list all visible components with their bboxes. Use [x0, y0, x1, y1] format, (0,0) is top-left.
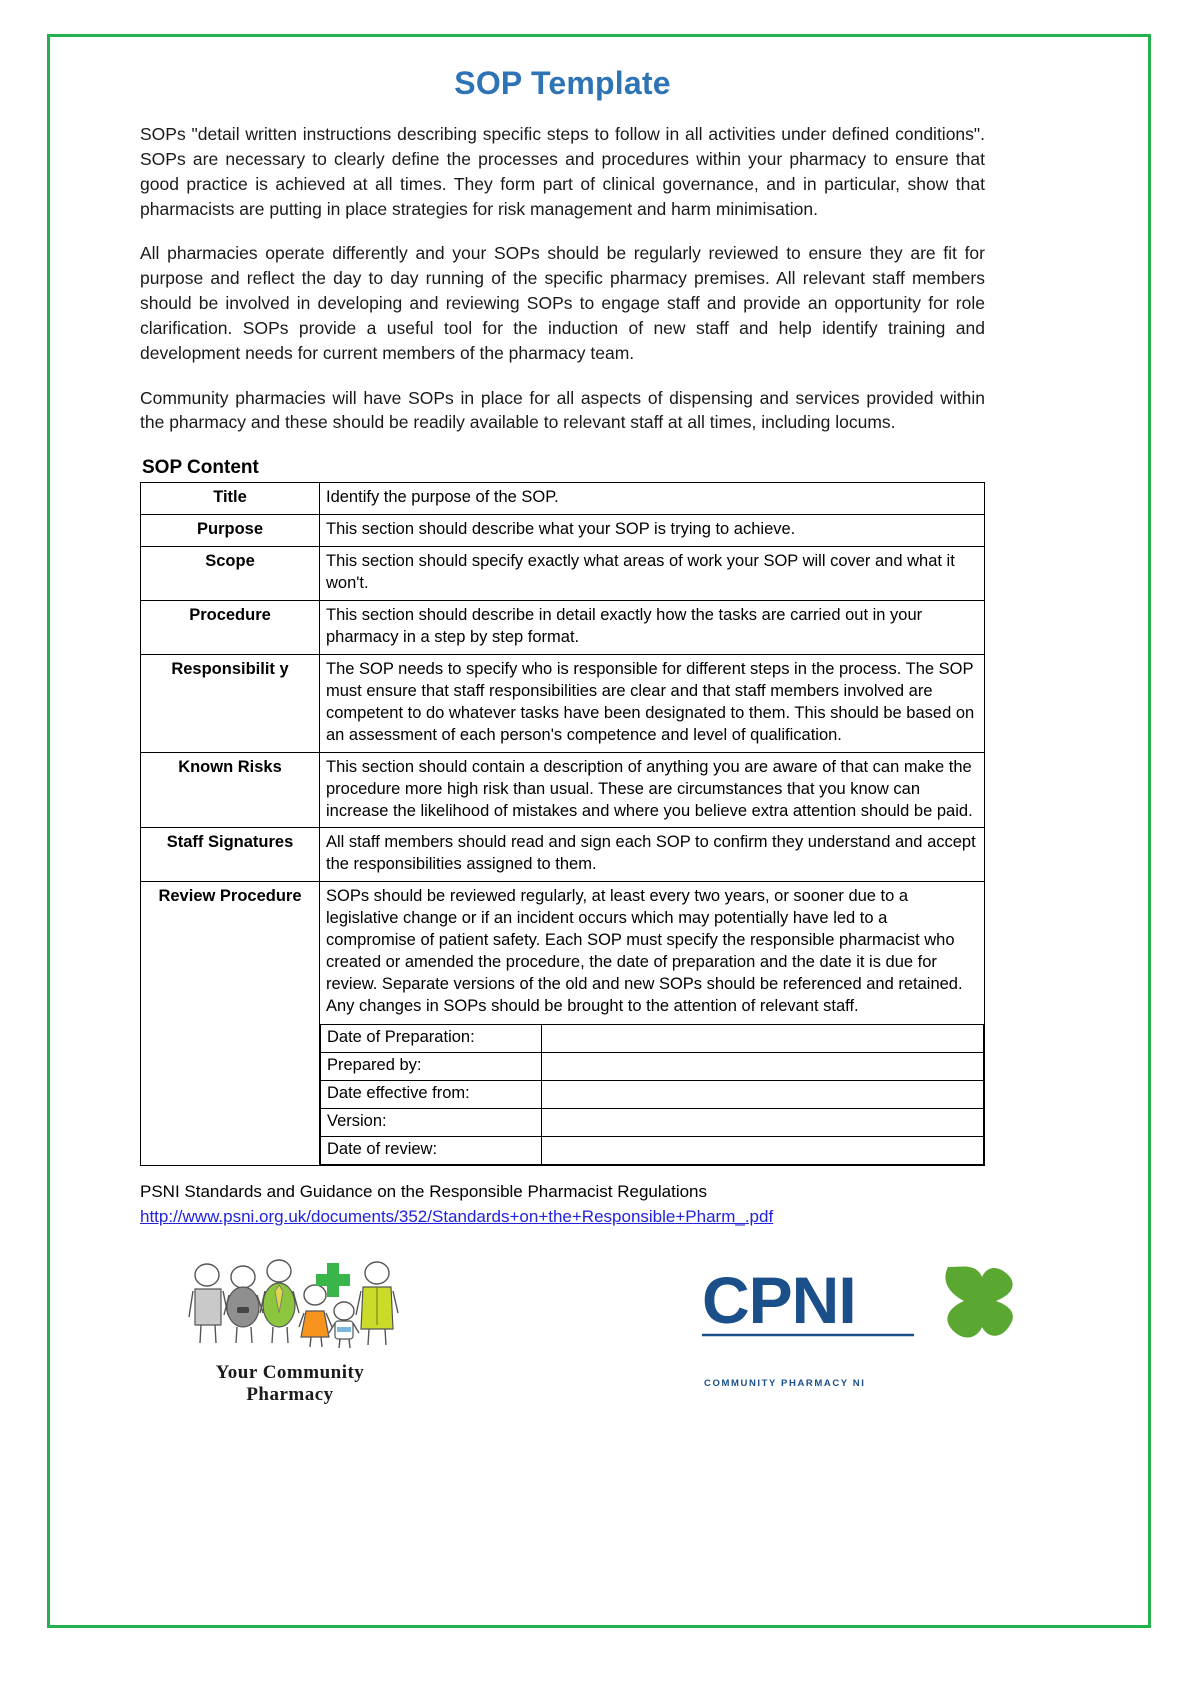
- your-community-pharmacy-logo: [170, 1255, 410, 1406]
- row-label-responsibility: Responsibilit y: [141, 654, 320, 752]
- row-label-procedure: Procedure: [141, 601, 320, 655]
- sop-content-heading: SOP Content: [142, 457, 259, 479]
- page-title: SOP Template: [454, 65, 671, 101]
- table-row: [141, 515, 985, 547]
- date-of-review-input[interactable]: [542, 1136, 984, 1164]
- date-effective-from-label: Date effective from:: [321, 1080, 542, 1108]
- row-description-responsibility: The SOP needs to specify who is responsible for different steps in the process. The SOP must ensure that staff responsibilities are clear and that staff members involved are competent to do whatever tasks have been designated to them. This should be based on an assessment of each person's competence and level of qualification.: [320, 654, 985, 752]
- row-label-staff-signatures: Staff Signatures: [141, 828, 320, 882]
- prepared-by-input[interactable]: [542, 1052, 984, 1080]
- date-effective-from-input[interactable]: [542, 1080, 984, 1108]
- date-of-review-label: Date of review:: [321, 1136, 542, 1164]
- footer-logos: [140, 1245, 985, 1415]
- intro-paragraph-1: SOPs "detail written instructions describing specific steps to follow in all activities under defined conditions". SOPs are necessary to clearly define the processes and procedures within your pharmacy to ensure that good practice is achieved at all times. They form part of clinical governance, and in particular, show that pharmacists are putting in place strategies for risk management and harm minimisation.: [140, 124, 985, 219]
- row-description-procedure: This section should describe in detail exactly how the tasks are carried out in your pharmacy in a step by step format.: [320, 601, 985, 655]
- prepared-by-label: Prepared by:: [321, 1052, 542, 1080]
- intro-paragraph-3: Community pharmacies will have SOPs in place for all aspects of dispensing and services provided within the pharmacy and these should be readily available to relevant staff at all times, including locums.: [140, 387, 985, 433]
- footer-reference-text: PSNI Standards and Guidance on the Responsible Pharmacist Regulations: [140, 1181, 708, 1201]
- cpni-tagline: COMMUNITY PHARMACY NI: [704, 1378, 866, 1390]
- date-of-preparation-label: Date of Preparation:: [321, 1024, 542, 1052]
- psni-standards-link[interactable]: http://www.psni.org.uk/documents/352/Standards+on+the+Responsible+Pharm_.pdf: [140, 1206, 774, 1226]
- intro-paragraph-2: All pharmacies operate differently and your SOPs should be regularly reviewed to ensure they are fit for purpose and reflect the day to day running of the specific pharmacy premises. All relevant staff members should be involved in developing and reviewing SOPs to engage staff and provide an opportunity for role clarification. SOPs provide a useful tool for the induction of new staff and help identify training and development needs for current members of the pharmacy team.: [140, 243, 985, 363]
- table-row: [141, 654, 985, 752]
- date-field-row: [321, 1136, 984, 1164]
- row-label-purpose: Purpose: [141, 515, 320, 547]
- row-label-review-procedure: Review Procedure: [141, 882, 320, 1166]
- table-row: [141, 828, 985, 882]
- row-label-known-risks: Known Risks: [141, 752, 320, 828]
- table-row: [141, 601, 985, 655]
- table-row-review-procedure: [141, 882, 985, 1166]
- table-row: [141, 752, 985, 828]
- table-row: [141, 547, 985, 601]
- footer-reference-block: [140, 1180, 985, 1229]
- cpni-green-cross-icon: [945, 1267, 1012, 1338]
- row-description-review-procedure: SOPs should be reviewed regularly, at least every two years, or sooner due to a legislative change or if an incident occurs which may potentially have led to a compromise of patient safety. Each SOP must specify the responsible pharmacist who created or amended the procedure, the date of preparation and the date it is due for review. Separate versions of the old and new SOPs should be referenced and retained. Any changes in SOPs should be brought to the attention of relevant staff.: [326, 887, 963, 1016]
- date-field-row: [321, 1080, 984, 1108]
- date-field-row: [321, 1108, 984, 1136]
- table-row: [141, 483, 985, 515]
- community-pharmacy-caption: Your Community Pharmacy: [215, 1362, 365, 1406]
- community-pharmacy-family-icon: [175, 1255, 405, 1355]
- row-description-review-procedure-cell: [320, 882, 985, 1166]
- date-field-row: [321, 1052, 984, 1080]
- sop-content-table: [140, 482, 985, 1166]
- document-page: [47, 34, 1151, 1628]
- version-input[interactable]: [542, 1108, 984, 1136]
- row-description-known-risks: This section should contain a description of anything you are aware of that can make the procedure more high risk than usual. These are circumstances that you know can increase the likelihood of mistakes and where you believe extra attention should be paid.: [320, 752, 985, 828]
- document-content: [140, 65, 985, 1415]
- date-field-row: [321, 1024, 984, 1052]
- svg-text:CPNI: CPNI: [702, 1263, 856, 1338]
- cpni-wordmark-icon: [700, 1261, 1020, 1371]
- version-label: Version:: [321, 1108, 542, 1136]
- date-of-preparation-input[interactable]: [542, 1024, 984, 1052]
- review-date-fields-table: [320, 1024, 984, 1165]
- row-description-title: Identify the purpose of the SOP.: [320, 483, 985, 515]
- row-description-staff-signatures: All staff members should read and sign each SOP to confirm they understand and accept the responsibilities assigned to them.: [320, 828, 985, 882]
- row-description-scope: This section should specify exactly what areas of work your SOP will cover and what it won't.: [320, 547, 985, 601]
- cpni-logo: [700, 1261, 1030, 1389]
- row-label-scope: Scope: [141, 547, 320, 601]
- row-description-purpose: This section should describe what your SOP is trying to achieve.: [320, 515, 985, 547]
- row-label-title: Title: [141, 483, 320, 515]
